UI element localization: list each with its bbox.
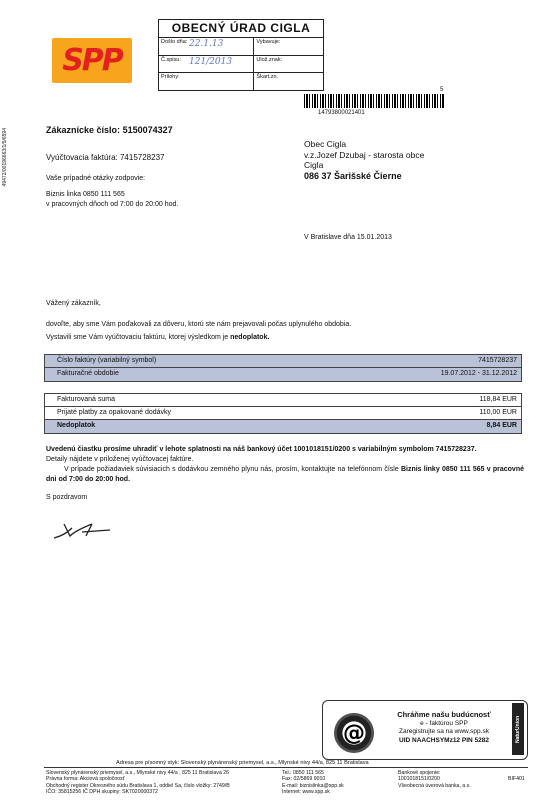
footer-bank	[398, 770, 471, 789]
footer-divider	[44, 767, 528, 768]
footer-bank-line: Bankové spojenie:	[398, 770, 441, 776]
contact-instructions	[46, 465, 524, 484]
stamp-cell-received	[159, 38, 254, 55]
stamp-cell-shred	[254, 73, 323, 91]
promo-line-2: e - faktúrou SPP	[420, 719, 468, 727]
footer-contact-line: E-mail: biznislinka@spp.sk	[282, 782, 344, 789]
customer-number	[46, 125, 173, 135]
stamp-label-attachments: Prílohy:	[161, 74, 180, 80]
payment-instructions-details: Detaily nájdete v priloženej vyúčtovacej faktúre.	[46, 455, 194, 463]
recipient-address	[304, 139, 424, 181]
table-cell-value: 110,00 EUR	[479, 409, 517, 416]
promo-line-3: Zaregistrujte sa na www.spp.sk	[399, 728, 489, 735]
footer-company-line: Právna forma: Akciová spoločnosť	[46, 776, 125, 783]
payment-instructions-bold: Uvedenú čiastku prosíme uhradiť v lehote splatnosti na náš bankový účet 1001018151/0200 s variabilným symbolom 7415728237.	[46, 446, 477, 453]
table-cell-value: 19.07.2012 - 31.12.2012	[440, 370, 517, 377]
table-cell-label: Prijaté platby za opakované dodávky	[57, 409, 172, 416]
table-row	[45, 394, 521, 407]
recipient-line-2: v.z.Jozef Dzubaj - starosta obce	[304, 149, 425, 160]
greeting: Vážený zákazník,	[46, 300, 101, 307]
table-cell-value: 8,84 EUR	[486, 422, 517, 429]
footer-contact-line: Internet: www.spp.sk	[282, 788, 330, 795]
footer-company-line: IČO: 35815256 IČ DPH skupiny: SK7020000372	[46, 788, 158, 795]
invoice-reference-value: 7415728237	[119, 153, 165, 162]
questions-line-1: Vaše prípadné otázky zodpovie:	[46, 175, 146, 182]
stamp-value-file-number: 121/2013	[189, 56, 233, 67]
body-invoice-result-text: Vystavili sme Vám vyúčtovaciu faktúru, ktorej výsledkom je	[46, 334, 231, 341]
questions-line-2: Biznis linka 0850 111 565	[46, 191, 125, 198]
table-row	[45, 368, 521, 381]
promo-text	[384, 711, 504, 745]
table-row-total	[45, 420, 521, 433]
registry-stamp	[158, 19, 324, 91]
stamp-value-received: 22.1.13	[189, 39, 224, 49]
stamp-label-storage: Ulož.znak:	[256, 56, 283, 63]
table-cell-label: Fakturovaná suma	[57, 396, 115, 403]
contact-instructions-text: V prípade požiadaviek súvisiacich s dodávkou zemného plynu nás, prosím, kontaktujte na telefónnom čísle	[64, 466, 401, 473]
customer-number-value: 5150074327	[122, 125, 173, 135]
stamp-cell-file-number	[159, 56, 254, 73]
body-invoice-result	[46, 334, 269, 341]
promo-line-1: Chráňme našu budúcnosť	[397, 710, 491, 719]
footer-contact-line: Fax: 02/5869 9010	[282, 776, 326, 783]
questions-line-3: v pracovných dňoch od 7:00 do 20:00 hod.	[46, 201, 179, 208]
table-cell-label: Fakturačné obdobie	[57, 370, 119, 377]
footer-code: BIF401	[508, 776, 525, 782]
customer-number-label: Zákaznícke číslo:	[46, 125, 121, 135]
page-number: 5	[440, 87, 444, 93]
footer-company-line: Slovenský plynárenský priemysel, a.s., Mlynské nivy 44/a , 825 11 Bratislava 26	[46, 770, 229, 776]
recipient-line-1: Obec Cigla	[304, 139, 347, 149]
footer-company-line: Obchodný register Okresného súdu Bratislava 1, oddiel Sa, číslo vložky: 2749/B	[46, 782, 230, 789]
recipient-line-3: Cigla	[304, 160, 324, 170]
stamp-cell-storage	[254, 56, 323, 73]
stamp-cell-attachments	[159, 73, 254, 91]
questions-block	[46, 174, 178, 210]
body-invoice-result-bold: nedoplatok.	[230, 334, 270, 341]
stamp-label-received: Došlo dňa:	[161, 39, 188, 45]
table-row	[45, 407, 521, 420]
contact-instructions-bold: Biznis linky 0850 111 565 v pracovné dni od 7:00 do 20:00 hod.	[46, 466, 524, 483]
table-cell-value: 118,84 EUR	[479, 396, 517, 403]
table-cell-label: Číslo faktúry (variabilný symbol)	[57, 357, 157, 364]
stamp-label-handler: Vybavuje:	[256, 39, 281, 45]
footer-contact-line: Tel.: 0850 111 565	[282, 770, 324, 776]
recipient-line-4: 086 37 Šarišské Čierne	[304, 170, 402, 181]
stamp-label-shred: Škart.zn.	[256, 74, 279, 80]
body-thanks: dovoľte, aby sme Vám poďakovali za dôveru, ktorú ste nám prejavovali počas uplynulého obdobia.	[46, 321, 352, 328]
stamp-cell-handler	[254, 38, 323, 55]
table-cell-value: 7415728237	[478, 357, 517, 364]
promo-line-4: UID NAACHSYMz12 PIN 5282	[399, 736, 489, 744]
naturunion-badge: NaturUnion	[512, 703, 524, 755]
date-line: V Bratislave dňa 15.01.2013	[304, 234, 392, 241]
footer-contacts	[282, 770, 344, 795]
logo-text: SPP	[62, 43, 122, 78]
invoice-reference	[46, 153, 164, 162]
stamp-label-file-number: Č.spisu:	[161, 56, 181, 63]
invoice-info-table	[44, 354, 522, 382]
barcode-number: 14793800021401	[318, 110, 365, 116]
footer-bank-line: Všeobecná úverová banka, a.s.	[398, 782, 471, 789]
footer-bank-line: 1001018151/0200	[398, 776, 440, 783]
signature	[52, 518, 112, 542]
payment-instructions	[46, 445, 524, 464]
stamp-title: OBECNÝ ÚRAD CIGLA	[159, 20, 323, 38]
table-cell-label: Nedoplatok	[57, 422, 96, 429]
amounts-table	[44, 393, 522, 434]
footer-company	[46, 770, 230, 795]
at-sign-icon: @	[334, 713, 374, 753]
spp-logo	[52, 38, 132, 83]
postal-address: Adresa pre písomný styk: Slovenský plynárenský priemysel, a.s., Mlynské nivy 44/a, 825 11 Bratislava	[116, 760, 369, 766]
closing: S pozdravom	[46, 494, 88, 501]
barcode	[304, 94, 444, 108]
invoice-reference-label: Vyúčtovacia faktúra:	[46, 153, 118, 162]
table-row	[45, 355, 521, 368]
side-code: 49472/00196663/1/5/6594	[2, 128, 8, 187]
